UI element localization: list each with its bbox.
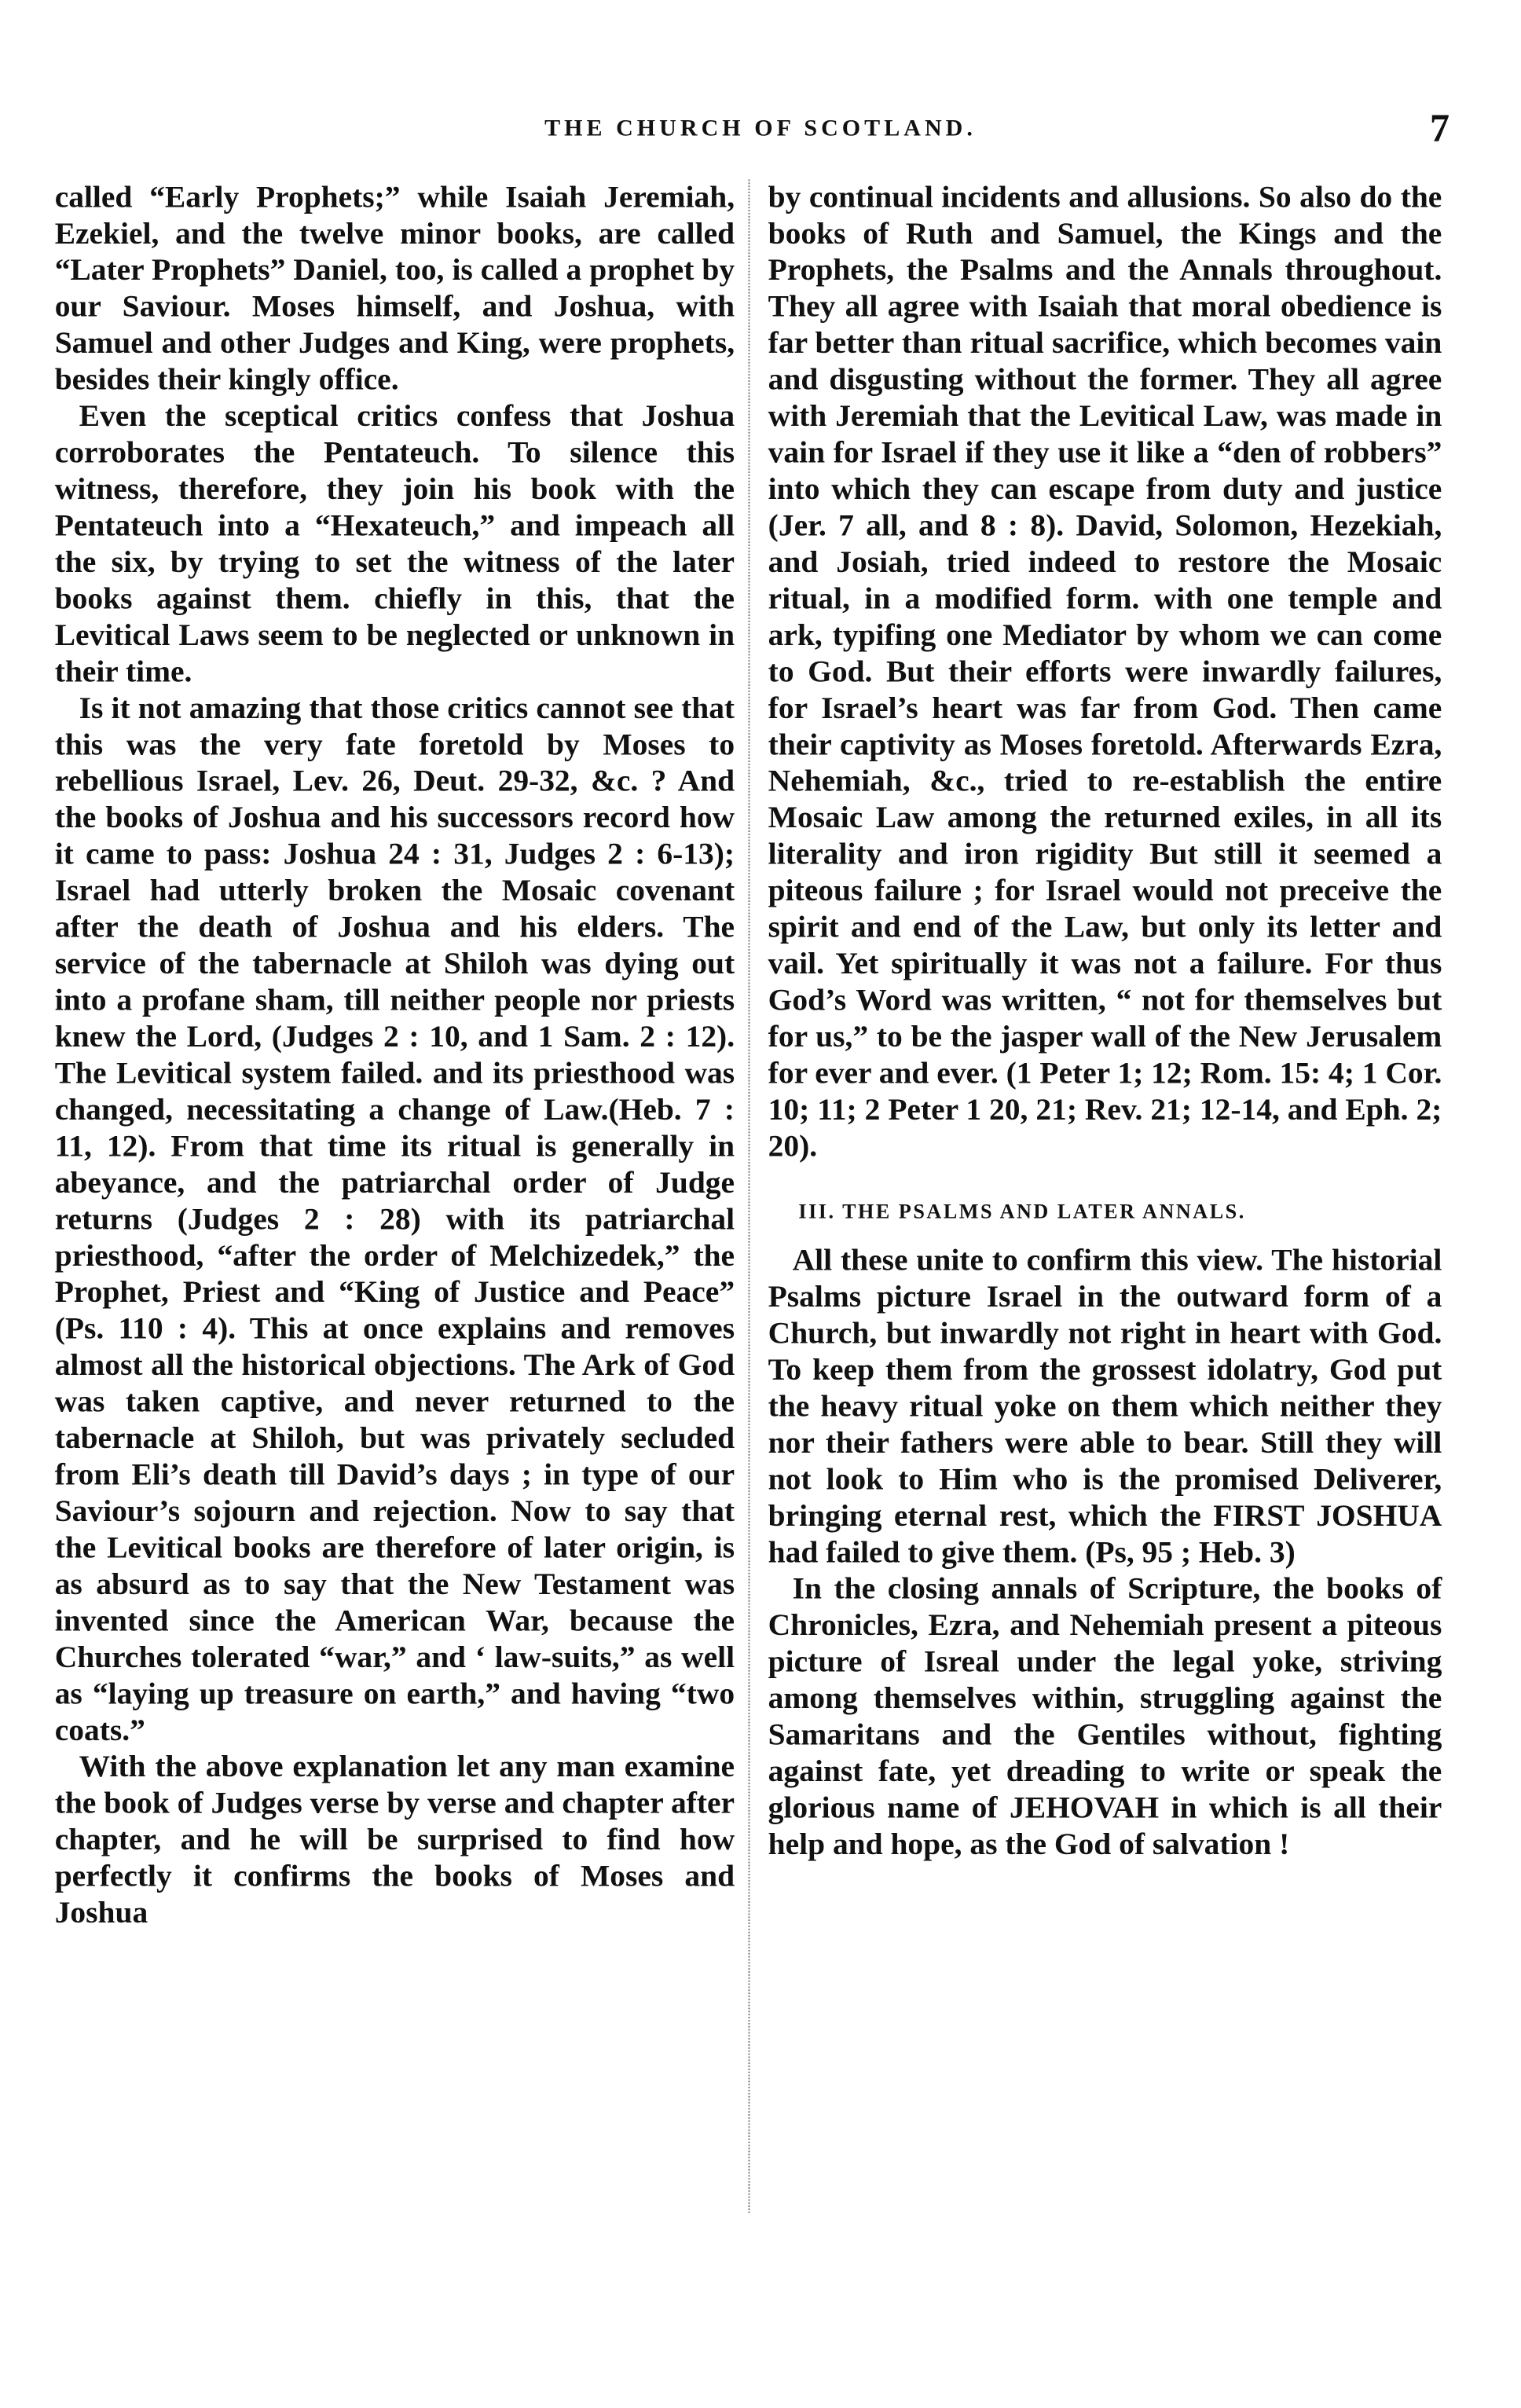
running-title: THE CHURCH OF SCOTLAND.: [544, 115, 977, 142]
right-paragraph-1: by continual incidents and allusions. So also do the books of Ruth and Samuel, the Kings and the Prophets, the Psalms and the Annals throughout. They all agree with Isaiah that moral obedience is far better than ritual sacrifice, which becomes vain and disgusting without the former. They all agree with Jeremiah that the Levitical Law, was made in vain for Israel if they use it like a “den of robbers” into which they can escape from duty and justice (Jer. 7 all, and 8 : 8). David, Solomon, Hezekiah, and Josiah, tried indeed to restore the Mosaic ritual, in a modified form. with one temple and ark, typifing one Mediator by whom we can come to God. But their efforts were inwardly failures, for Israel’s heart was far from God. Then came their captivity as Moses foretold. Afterwards Ezra, Nehemiah, &c., tried to re-establish the entire Mosaic Law among the returned exiles, in all its literality and iron rigidity But still it seemed a piteous failure ; for Israel would not preceive the spirit and end of the Law, but only its letter and vail. Yet spiritually it was not a failure. For thus God’s Word was written, “ not for themselves but for us,” to be the jasper wall of the New Jerusalem for ever and ever. (1 Peter 1; 12; Rom. 15: 4; 1 Cor. 10; 11; 2 Peter 1 20, 21; Rev. 21; 12-14, and Eph. 2; 20).: [768, 181, 1442, 1164]
section-heading: III. THE PSALMS AND LATER ANNALS.: [798, 1200, 1246, 1223]
left-paragraph-2: Even the sceptical critics confess that Joshua corroborates the Pentateuch. To silence this witness, therefore, they join his book with the Pentateuch into a “Hexateuch,” and impeach all the six, by trying to set the witness of the later books against them. chiefly in this, that the Levitical Laws seem to be neglected or unknown in their time.: [54, 400, 735, 690]
left-paragraph-1: called “Early Prophets;” while Isaiah Jeremiah, Ezekiel, and the twelve minor books, are called “Later Prophets” Daniel, too, is called a prophet by our Saviour. Moses himself, and Joshua, with Samuel and other Judges and King, were prophets, besides their kingly office.: [54, 181, 735, 398]
right-column: [768, 179, 1442, 1863]
running-header: [0, 107, 1521, 156]
left-column: [55, 179, 735, 1931]
right-paragraph-3: In the closing annals of Scripture, the books of Chronicles, Ezra, and Nehemiah present a piteous picture of Isreal under the legal yoke, striving among themselves within, struggling against the Samaritans and the Gentiles without, fighting against fate, yet dreading to write or speak the glorious name of JEHOVAH in which is all their help and hope, as the God of salvation !: [768, 1572, 1442, 1862]
left-paragraph-4: With the above explanation let any man examine the book of Judges verse by verse and chapter after chapter, and he will be surprised to find how perfectly it confirms the books of Moses and Joshua: [54, 1750, 735, 1930]
right-paragraph-2: All these unite to confirm this view. The historial Psalms picture Israel in the outward form of a Church, but inwardly not right in heart with God. To keep them from the grossest idolatry, God put the heavy ritual yoke on them which neither they nor their fathers were able to bear. Still they will not look to Him who is the promised Deliverer, bringing eternal rest, which the FIRST JOSHUA had failed to give them. (Ps, 95 ; Heb. 3): [768, 1244, 1442, 1570]
page-number: 7: [1429, 106, 1450, 151]
column-divider: [749, 179, 750, 2212]
left-paragraph-3: Is it not amazing that those critics cannot see that this was the very fate foretold by Moses to rebellious Israel, Lev. 26, Deut. 29-32, &c. ? And the books of Joshua and his successors record how it came to pass: Joshua 24 : 31, Judges 2 : 6-13); Israel had utterly broken the Mosaic covenant after the death of Joshua and his elders. The service of the tabernacle at Shiloh was dying out into a profane sham, till neither people nor priests knew the Lord, (Judges 2 : 10, and 1 Sam. 2 : 12). The Levitical system failed. and its priesthood was changed, necessitating a change of Law.(Heb. 7 : 11, 12). From that time its ritual is generally in abeyance, and the patriarchal order of Judge returns (Judges 2 : 28) with its patriarchal priesthood, “after the order of Melchizedek,” the Prophet, Priest and “King of Justice and Peace” (Ps. 110 : 4). This at once explains and removes almost all the historical objections. The Ark of God was taken captive, and never returned to the tabernacle at Shiloh, but was privately secluded from Eli’s death till David’s days ; in type of our Saviour’s sojourn and rejection. Now to say that the Levitical books are therefore of later origin, is as absurd as to say that the New Testament was invented since the American War, because the Churches tolerated “war,” and ‘ law-suits,” as well as “laying up treasure on earth,” and having “two coats.”: [54, 691, 735, 1748]
